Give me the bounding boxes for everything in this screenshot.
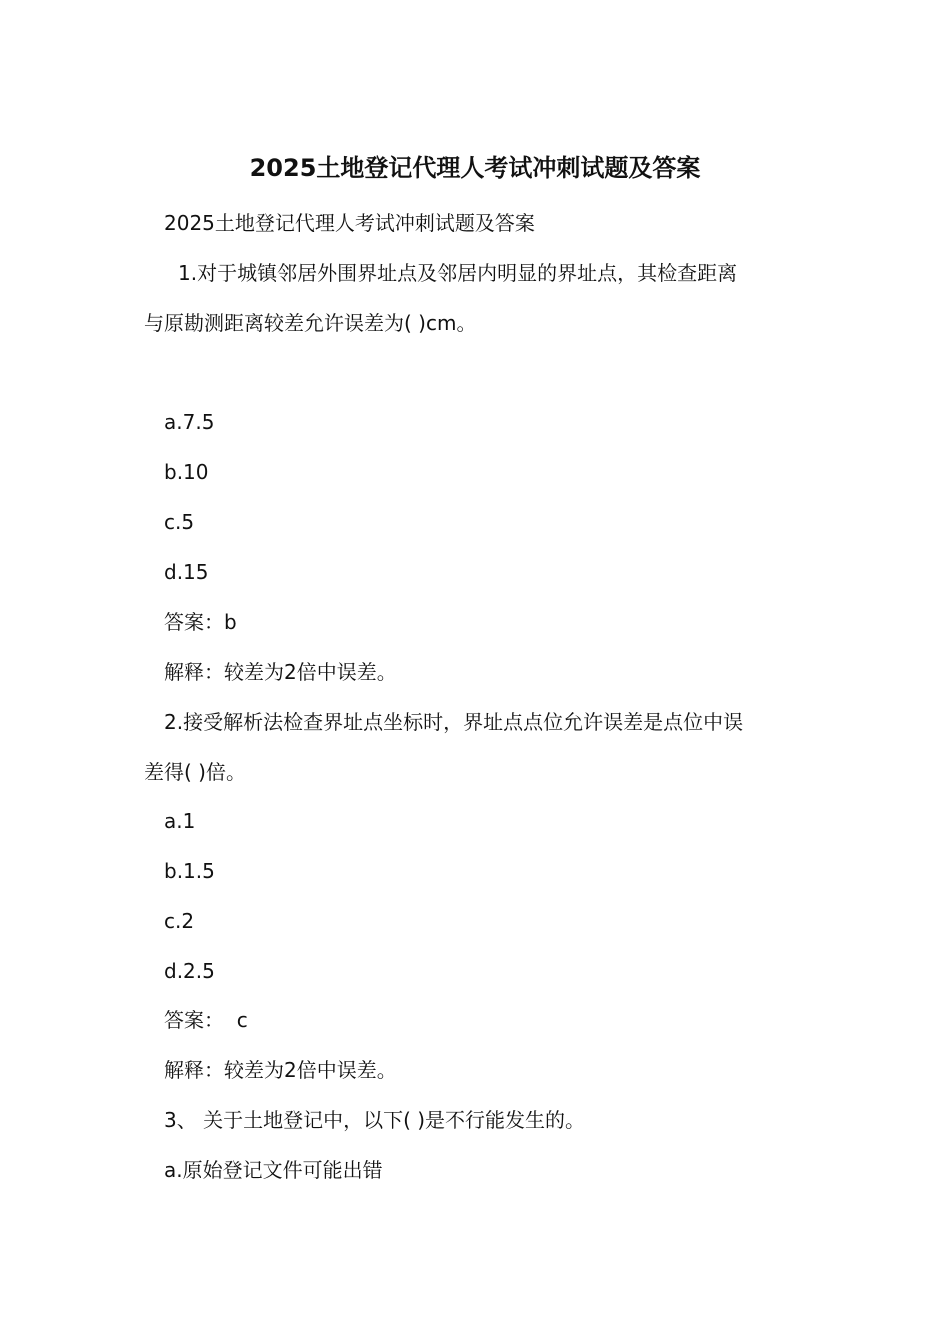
question-2-option-a: a.1 [164,809,196,833]
question-2-answer: 答案： c [164,1008,248,1032]
question-1-explanation: 解释：较差为2倍中误差。 [164,660,397,684]
question-1-option-b: b.10 [164,460,209,484]
question-1-option-a: a.7.5 [164,410,215,434]
question-2-explanation: 解释：较差为2倍中误差。 [164,1058,397,1082]
question-1-option-c: c.5 [164,510,195,534]
question-2-option-b: b.1.5 [164,859,215,883]
question-2-text-line-2: 差得( )倍。 [144,760,246,784]
question-3-option-a: a.原始登记文件可能出错 [164,1158,383,1182]
question-2-option-d: d.2.5 [164,959,215,983]
question-3-text: 3、 关于土地登记中，以下( )是不行能发生的。 [164,1108,586,1132]
question-1-option-d: d.15 [164,560,209,584]
question-2-option-c: c.2 [164,909,195,933]
question-1-text-line-2: 与原勘测距离较差允许误差为( )cm。 [144,311,477,335]
document-title: 2025土地登记代理人考试冲刺试题及答案 [249,154,701,182]
question-1-answer: 答案：b [164,610,237,634]
question-1-text-line-1: 1.对于城镇邻居外围界址点及邻居内明显的界址点，其检查距离 [178,261,738,285]
document-subtitle: 2025土地登记代理人考试冲刺试题及答案 [164,211,535,235]
question-2-text-line-1: 2.接受解析法检查界址点坐标时，界址点点位允许误差是点位中误 [164,710,744,734]
